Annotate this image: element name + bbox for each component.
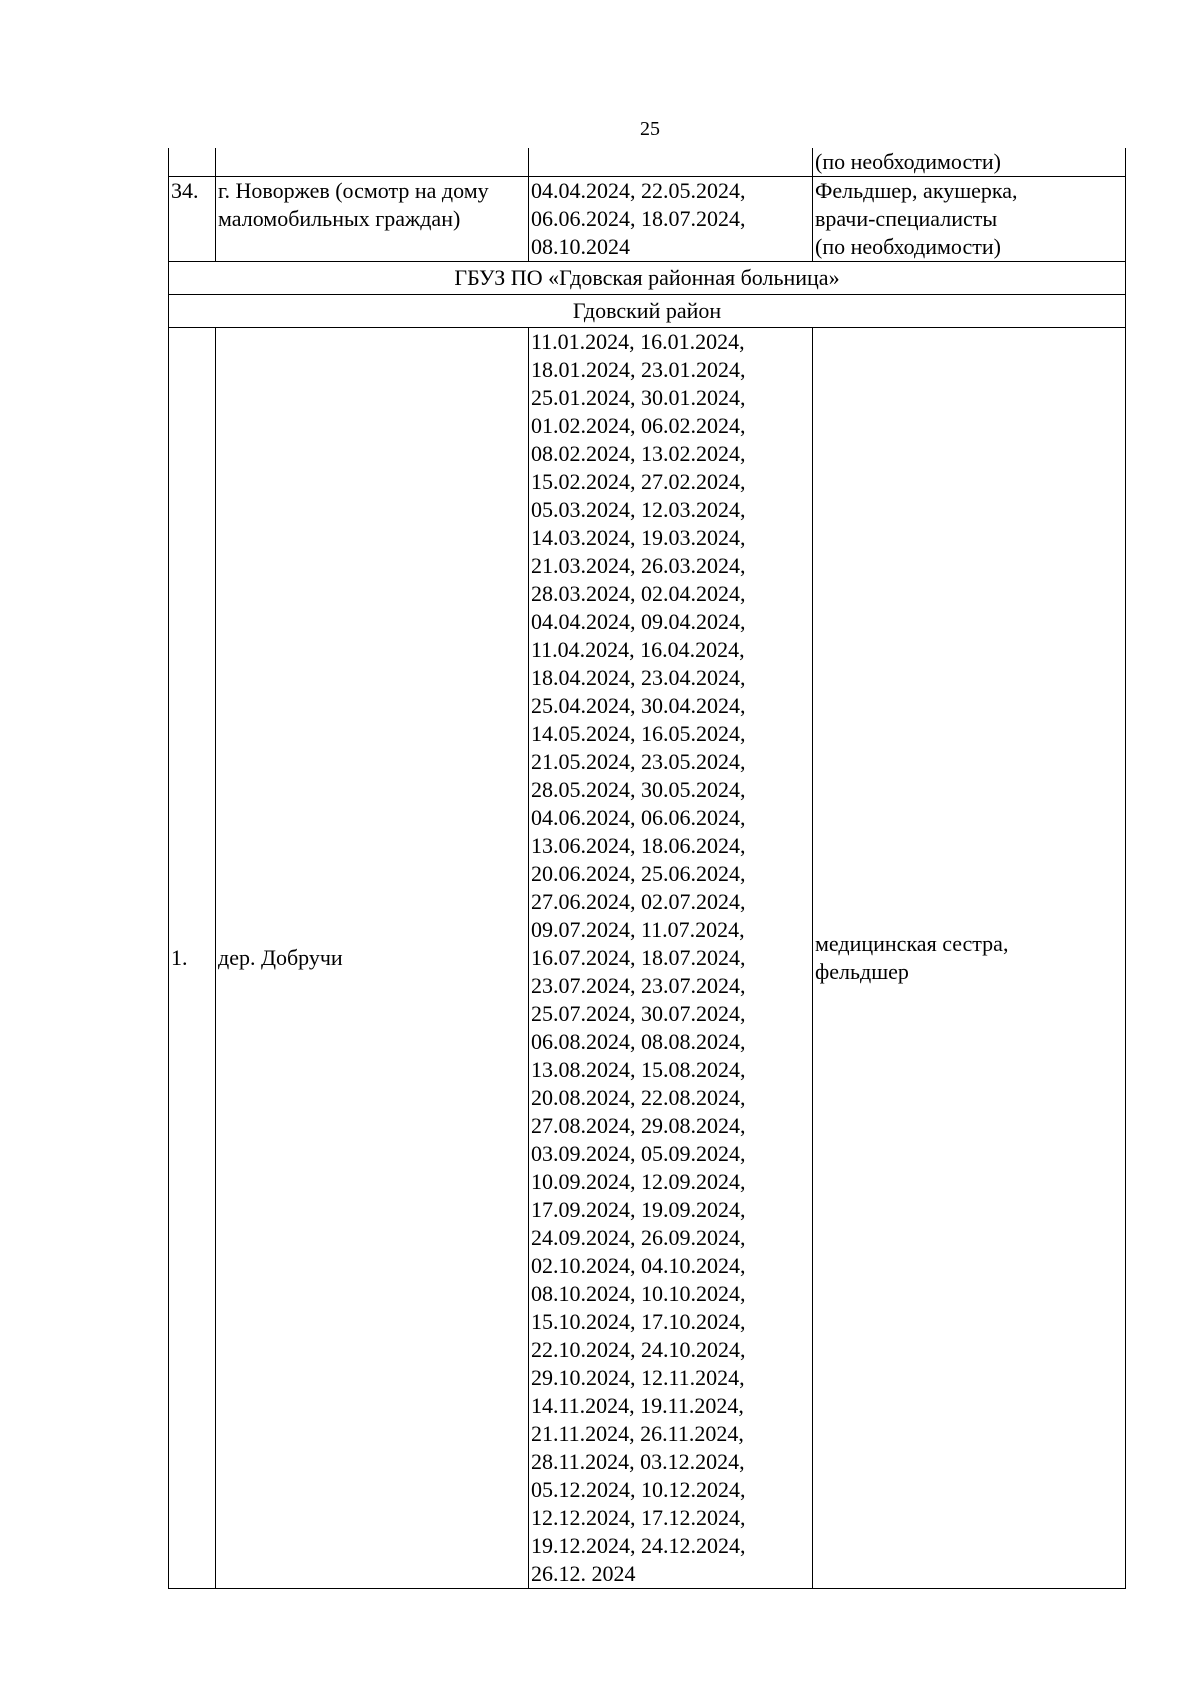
date-line: 02.10.2024, 04.10.2024, — [531, 1253, 746, 1278]
date-line: 13.06.2024, 18.06.2024, — [531, 833, 746, 858]
date-line: 04.04.2024, 09.04.2024, — [531, 609, 746, 634]
staff-line: (по необходимости) — [815, 234, 1001, 259]
date-line: 29.10.2024, 12.11.2024, — [531, 1365, 745, 1390]
date-line: 20.06.2024, 25.06.2024, — [531, 861, 746, 886]
date-line: 08.02.2024, 13.02.2024, — [531, 441, 746, 466]
cell-dates — [529, 177, 813, 262]
date-line: 06.06.2024, 18.07.2024, — [531, 206, 746, 231]
date-line: 28.05.2024, 30.05.2024, — [531, 777, 746, 802]
section-row-district — [169, 295, 1126, 328]
cell-dates — [529, 328, 813, 1589]
cell-staff — [813, 148, 1126, 177]
date-line: 12.12.2024, 17.12.2024, — [531, 1505, 746, 1530]
date-line: 06.08.2024, 08.08.2024, — [531, 1029, 746, 1054]
date-line: 14.11.2024, 19.11.2024, — [531, 1393, 744, 1418]
date-line: 15.10.2024, 17.10.2024, — [531, 1309, 746, 1334]
date-line: 23.07.2024, 23.07.2024, — [531, 973, 746, 998]
date-line: 04.06.2024, 06.06.2024, — [531, 805, 746, 830]
date-line: 21.05.2024, 23.05.2024, — [531, 749, 746, 774]
date-line: 05.03.2024, 12.03.2024, — [531, 497, 746, 522]
date-line: 25.01.2024, 30.01.2024, — [531, 385, 746, 410]
date-line: 01.02.2024, 06.02.2024, — [531, 413, 746, 438]
date-line: 21.11.2024, 26.11.2024, — [531, 1421, 744, 1446]
date-line: 18.01.2024, 23.01.2024, — [531, 357, 746, 382]
date-line: 08.10.2024 — [531, 234, 630, 259]
cell-staff — [813, 328, 1126, 1589]
date-line: 27.08.2024, 29.08.2024, — [531, 1113, 746, 1138]
date-line: 27.06.2024, 02.07.2024, — [531, 889, 746, 914]
date-line: 05.12.2024, 10.12.2024, — [531, 1477, 746, 1502]
date-line: 10.09.2024, 12.09.2024, — [531, 1169, 746, 1194]
date-line: 26.12. 2024 — [531, 1561, 636, 1586]
cell-num: 34. — [169, 177, 216, 262]
date-line: 03.09.2024, 05.09.2024, — [531, 1141, 746, 1166]
staff-line: (по необходимости) — [815, 149, 1001, 174]
schedule-table — [168, 148, 1126, 1589]
page-number: 25 — [640, 118, 660, 140]
date-line: 28.11.2024, 03.12.2024, — [531, 1449, 745, 1474]
date-line: 08.10.2024, 10.10.2024, — [531, 1281, 746, 1306]
cell-staff — [813, 177, 1126, 262]
cell-place: дер. Добручи — [216, 328, 529, 1589]
date-line: 24.09.2024, 26.09.2024, — [531, 1225, 746, 1250]
date-line: 15.02.2024, 27.02.2024, — [531, 469, 746, 494]
date-line: 14.03.2024, 19.03.2024, — [531, 525, 746, 550]
date-line: 20.08.2024, 22.08.2024, — [531, 1085, 746, 1110]
table-row-1 — [169, 328, 1126, 1589]
date-line: 28.03.2024, 02.04.2024, — [531, 581, 746, 606]
section-district: Гдовский район — [169, 295, 1126, 328]
date-line: 17.09.2024, 19.09.2024, — [531, 1197, 746, 1222]
section-hospital: ГБУЗ ПО «Гдовская районная больница» — [169, 262, 1126, 295]
cell-place — [216, 148, 529, 177]
staff-line: медицинская сестра, — [815, 931, 1009, 956]
date-line: 22.10.2024, 24.10.2024, — [531, 1337, 746, 1362]
cell-dates — [529, 148, 813, 177]
table-row-34 — [169, 177, 1126, 262]
place-line: маломобильных граждан) — [218, 206, 461, 231]
staff-line: врачи-специалисты — [815, 206, 998, 231]
table-row-continuation — [169, 148, 1126, 177]
date-line: 13.08.2024, 15.08.2024, — [531, 1057, 746, 1082]
date-line: 11.04.2024, 16.04.2024, — [531, 637, 745, 662]
date-line: 25.07.2024, 30.07.2024, — [531, 1001, 746, 1026]
date-line: 18.04.2024, 23.04.2024, — [531, 665, 746, 690]
cell-num: 1. — [169, 328, 216, 1589]
date-line: 21.03.2024, 26.03.2024, — [531, 553, 746, 578]
cell-num — [169, 148, 216, 177]
staff-line: Фельдшер, акушерка, — [815, 178, 1018, 203]
date-line: 16.07.2024, 18.07.2024, — [531, 945, 746, 970]
date-line: 04.04.2024, 22.05.2024, — [531, 178, 746, 203]
date-line: 09.07.2024, 11.07.2024, — [531, 917, 745, 942]
date-line: 11.01.2024, 16.01.2024, — [531, 329, 745, 354]
date-line: 19.12.2024, 24.12.2024, — [531, 1533, 746, 1558]
place-line: г. Новоржев (осмотр на дому — [218, 178, 489, 203]
staff-line: фельдшер — [815, 959, 909, 984]
date-line: 14.05.2024, 16.05.2024, — [531, 721, 746, 746]
cell-place — [216, 177, 529, 262]
section-row-hospital — [169, 262, 1126, 295]
date-line: 25.04.2024, 30.04.2024, — [531, 693, 746, 718]
